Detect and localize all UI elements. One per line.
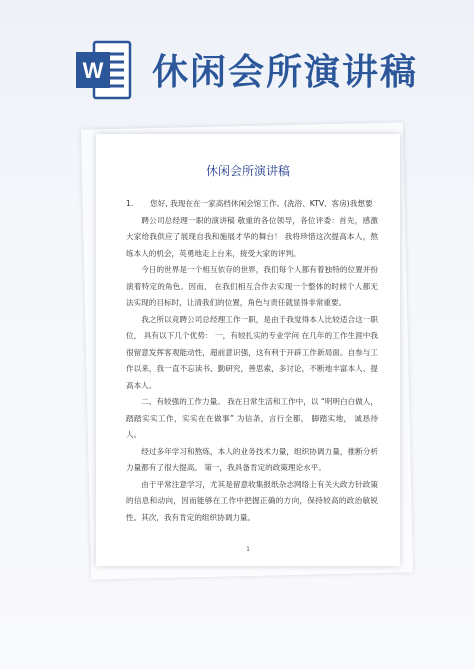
paragraph: 二、有较强的工作力量。 我在日常生活和工作中，以 “明明白白做人，踏踏实实工作，实实在在做事” 为信条，言行全都， 脚踏实地， 诚恳待人。	[126, 397, 378, 439]
paragraph: 由于平常注意学习，尤其是留意收集报纸杂志网络上有关大政方针政策的信息和动向，因而能够在工作中把握正确的方向，保持较高的政治敏锐性。其次，我有肯定的组织协调力量。	[126, 479, 378, 522]
word-icon	[74, 38, 132, 102]
document-page	[96, 134, 400, 566]
paragraph: 我之所以竞聘公司总经理工作一职，是由于我觉得本人比较适合这一职位， 具有以下几个优势： 一，有较扎实的专业学问 在几年的工作生涯中我很留意发挥客观能动性，超前意识强，这有利于开辟工作新局面。自参与工作以来，我一直不忘读书、勤研究，善思索，多讨论，不断地丰富本人、提高本人。	[126, 314, 378, 390]
header	[0, 0, 474, 120]
document-title: 休闲会所演讲稿	[205, 164, 290, 178]
paragraph: 1. 您好, 我现在在一家高档休闲会馆工作。(洗浴、KTV、客房)我想要	[126, 199, 373, 208]
paragraph: 今日的世界是一个相互依存的世界，我们每个人都有着独特的位置并扮演着特定的角色。因而， 在我们相互合作去实现一个整体的时候个人都无法实现的目标时，让清我们的位置，角色与责任就显得非常重要。	[126, 265, 378, 307]
header-title: 休闲会所演讲稿	[152, 52, 419, 93]
page-number: 1	[246, 546, 250, 553]
paragraph: 聘公司总经理一职的演讲稿 敬重的各位领导，各位评委：首先，感激大家给我供应了展现自我和施展才华的舞台！ 我将珍惜这次提高本人，熬练本人的机会，英勇地走上台来，接受大家的评判。	[126, 215, 378, 258]
document-body	[126, 196, 378, 526]
svg-text:W: W	[82, 58, 104, 83]
paragraph: 经过多年学习和熬炼，本人的业务技术力量，组织协调力量，推断分析力量都有了很大提高。 第一，我具备肯定的政策理论水平。	[126, 446, 378, 472]
